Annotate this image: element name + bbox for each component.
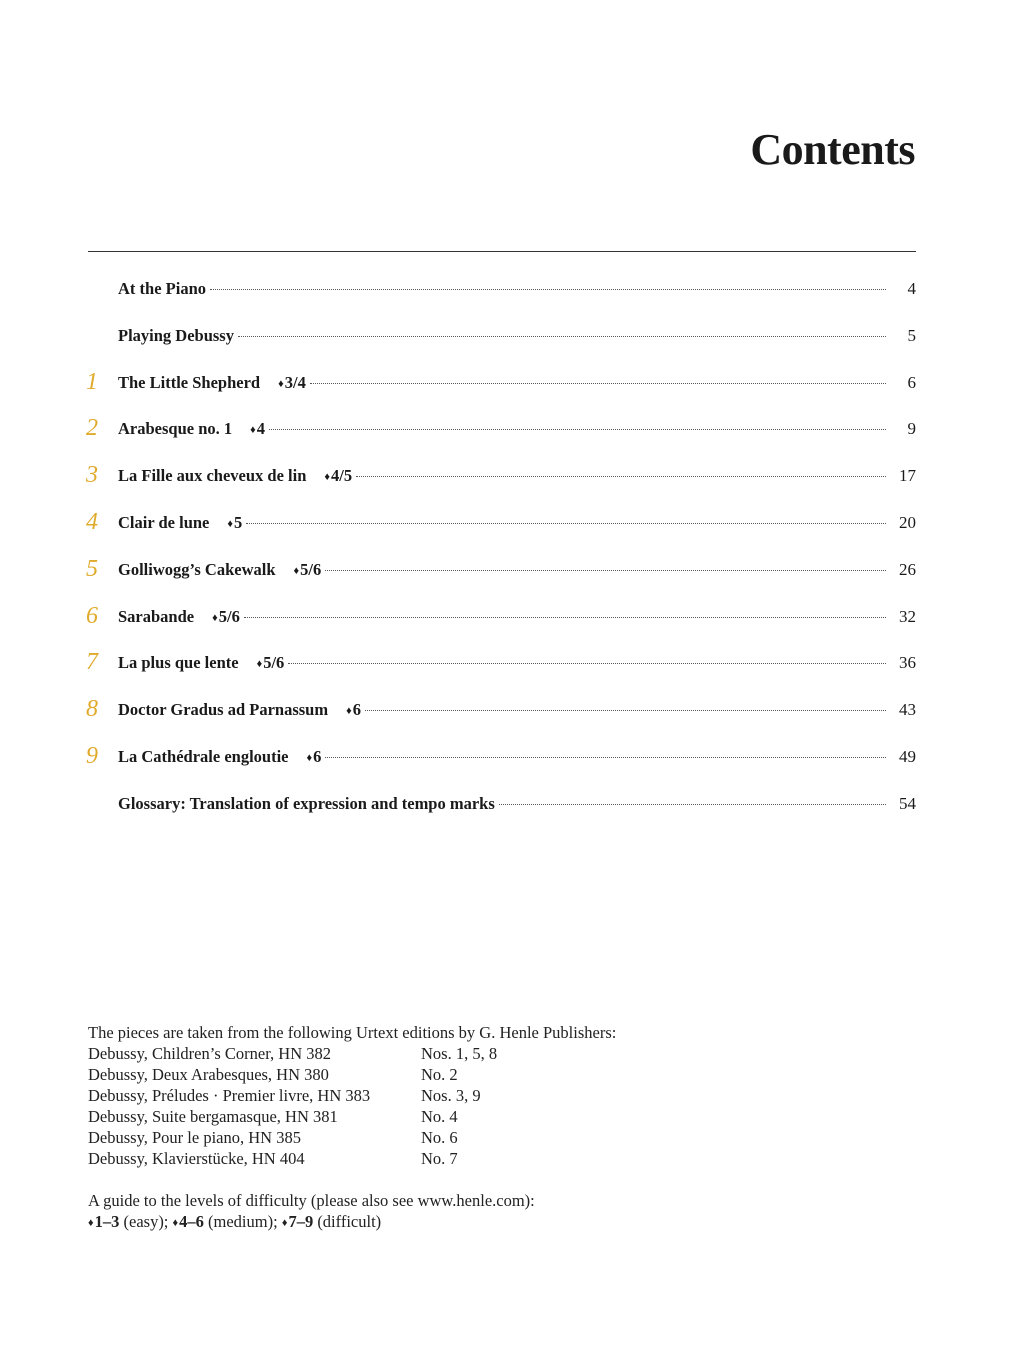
- edition-pieces: Nos. 3, 9: [421, 1086, 481, 1105]
- diamond-icon: ♦: [256, 658, 263, 671]
- toc-entry-title: The Little Shepherd: [118, 372, 261, 392]
- difficulty-level: [212, 606, 240, 629]
- toc-entry-page-number: 9: [907, 419, 916, 439]
- toc-entry[interactable]: [0, 415, 1024, 465]
- toc-entry-line: [118, 418, 886, 441]
- toc-entry[interactable]: [0, 649, 1024, 699]
- difficulty-level-value: 5: [234, 512, 243, 532]
- difficulty-range: 7–9: [288, 1212, 314, 1231]
- toc-entry[interactable]: [0, 278, 1024, 325]
- toc-entry-page-number: 5: [907, 325, 916, 345]
- toc-entry-page-number: 4: [907, 279, 916, 298]
- diamond-icon: ♦: [278, 377, 284, 390]
- edition-pieces: Nos. 1, 5, 8: [421, 1044, 498, 1063]
- toc-entry-number: 9: [86, 742, 98, 769]
- toc-entry-title: Golliwogg’s Cakewalk: [118, 559, 276, 579]
- page-title: Contents: [750, 125, 915, 174]
- difficulty-level: [324, 465, 352, 488]
- dot-leader: [246, 523, 886, 524]
- toc-entry-page-number: 36: [899, 653, 916, 673]
- toc-entry-number: 3: [86, 462, 98, 489]
- toc-entry-line: [118, 793, 886, 815]
- toc-entry-title: Playing Debussy: [118, 325, 234, 345]
- toc-entry-page-number: 43: [899, 700, 916, 720]
- toc-entry-title: La Fille aux cheveux de lin: [118, 466, 307, 486]
- diamond-icon: ♦: [281, 1217, 288, 1229]
- dot-leader: [499, 804, 886, 805]
- edition-name: Debussy, Deux Arabesques, HN 380: [88, 1065, 329, 1084]
- difficulty-range: 1–3: [94, 1212, 120, 1231]
- toc-entry-line: [118, 278, 886, 300]
- toc-entry-line: [118, 465, 886, 488]
- diamond-icon: ♦: [227, 517, 233, 530]
- toc-entry-line: [118, 746, 886, 769]
- diamond-icon: ♦: [324, 471, 331, 484]
- edition-pieces: No. 4: [421, 1107, 458, 1126]
- toc-entry-page-number: 54: [899, 793, 916, 813]
- toc-entry-line: [118, 325, 886, 347]
- difficulty-level-value: 6: [313, 746, 322, 766]
- diamond-icon: ♦: [212, 611, 218, 624]
- toc-entry-page-number: 6: [907, 372, 916, 392]
- diamond-icon: ♦: [88, 1217, 94, 1229]
- toc-entry-title: Clair de lune: [118, 512, 210, 532]
- difficulty-level-value: 4/5: [331, 466, 353, 486]
- dot-leader: [269, 429, 886, 430]
- difficulty-level-value: 4: [256, 419, 266, 439]
- dot-leader: [238, 336, 886, 337]
- edition-row: [88, 1085, 616, 1106]
- toc-entry-page-number: 20: [899, 512, 916, 532]
- edition-name: Debussy, Children’s Corner, HN 382: [88, 1044, 331, 1063]
- edition-row: [88, 1043, 616, 1064]
- toc-entry-page-number: 49: [899, 746, 916, 766]
- editions-list: [88, 1043, 616, 1169]
- toc-entry-title: Arabesque no. 1: [118, 419, 233, 439]
- toc-entry[interactable]: [0, 602, 1024, 653]
- diamond-icon: ♦: [293, 564, 300, 577]
- toc-entry-page-number: 17: [899, 466, 916, 486]
- toc-entry-line: [118, 372, 886, 395]
- dot-leader: [356, 476, 886, 477]
- toc-entry-line: [118, 512, 886, 535]
- toc-entry-line: [118, 652, 886, 675]
- toc-entry-title: Doctor Gradus ad Parnassum: [118, 700, 329, 720]
- difficulty-label: (medium);: [208, 1212, 278, 1231]
- difficulty-level: [346, 699, 361, 722]
- edition-name: Debussy, Pour le piano, HN 385: [88, 1128, 301, 1147]
- toc-entry-line: [118, 699, 886, 722]
- diamond-icon: ♦: [250, 424, 256, 437]
- toc-entry-title: La Cathédrale engloutie: [118, 746, 289, 766]
- toc-entry[interactable]: [0, 462, 1024, 512]
- toc-entry-number: 4: [86, 508, 98, 535]
- dot-leader: [365, 710, 886, 711]
- diamond-icon: ♦: [306, 751, 313, 764]
- diamond-icon: ♦: [346, 705, 352, 718]
- difficulty-label: (easy);: [123, 1212, 169, 1231]
- toc-entry-title: Glossary: Translation of expression and tempo marks: [118, 793, 495, 813]
- difficulty-level: [307, 746, 322, 769]
- difficulty-level-value: 5/6: [300, 559, 322, 579]
- diamond-icon: ♦: [172, 1217, 179, 1229]
- difficulty-level-value: 3/4: [284, 372, 306, 392]
- edition-name: Debussy, Suite bergamasque, HN 381: [88, 1107, 338, 1126]
- edition-row: [88, 1106, 616, 1127]
- edition-pieces: No. 7: [421, 1149, 458, 1168]
- toc-entry-line: [118, 606, 886, 629]
- toc-entry[interactable]: [0, 368, 1024, 419]
- difficulty-level-value: 6: [352, 700, 361, 720]
- dot-leader: [325, 757, 886, 758]
- toc-entry[interactable]: [0, 508, 1024, 559]
- difficulty-level: [294, 559, 322, 582]
- difficulty-level: [250, 418, 265, 441]
- edition-name: Debussy, Préludes · Premier livre, HN 383: [88, 1086, 371, 1105]
- dot-leader: [210, 289, 886, 290]
- toc-entry[interactable]: [0, 793, 1024, 840]
- toc-entry-page-number: 32: [899, 606, 916, 626]
- toc-entry-title: Sarabande: [118, 606, 195, 626]
- toc-entry-number: 5: [86, 555, 98, 582]
- editions-intro: The pieces are taken from the following Urtext editions by G. Henle Publishers:: [88, 1023, 617, 1042]
- toc-entry-title: La plus que lente: [118, 653, 239, 673]
- toc-entry-number: 7: [86, 649, 98, 676]
- edition-pieces: No. 6: [421, 1128, 458, 1147]
- table-of-contents: [0, 278, 1024, 840]
- toc-entry-title: At the Piano: [118, 279, 206, 298]
- difficulty-range: 4–6: [179, 1212, 204, 1231]
- difficulty-level-value: 5/6: [218, 606, 240, 626]
- difficulty-level: [278, 372, 306, 395]
- dot-leader: [288, 663, 886, 664]
- dot-leader: [325, 570, 886, 571]
- edition-pieces: No. 2: [421, 1065, 458, 1084]
- toc-entry[interactable]: [0, 555, 1024, 606]
- toc-entry-number: 6: [86, 602, 98, 629]
- difficulty-level-value: 5/6: [263, 653, 285, 673]
- edition-row: [88, 1064, 616, 1085]
- edition-name: Debussy, Klavierstücke, HN 404: [88, 1149, 305, 1168]
- difficulty-label: (difficult): [317, 1212, 382, 1231]
- toc-entry[interactable]: [0, 696, 1024, 746]
- edition-row: [88, 1148, 616, 1169]
- difficulty-level: [227, 512, 242, 535]
- dot-leader: [244, 617, 886, 618]
- dot-leader: [310, 383, 886, 384]
- difficulty-levels: [88, 1211, 616, 1234]
- difficulty-guide-intro: A guide to the levels of difficulty (please also see www.henle.com):: [88, 1191, 535, 1210]
- difficulty-level: [257, 652, 285, 675]
- title-divider: [88, 251, 916, 252]
- editions-footer: [88, 1022, 616, 1234]
- edition-row: [88, 1127, 616, 1148]
- toc-entry-number: 8: [86, 696, 98, 723]
- toc-entry-line: [118, 559, 886, 582]
- toc-entry-number: 1: [86, 368, 98, 395]
- toc-entry[interactable]: [0, 325, 1024, 372]
- toc-entry-page-number: 26: [899, 559, 916, 579]
- toc-entry-number: 2: [86, 415, 98, 442]
- toc-entry[interactable]: [0, 742, 1024, 793]
